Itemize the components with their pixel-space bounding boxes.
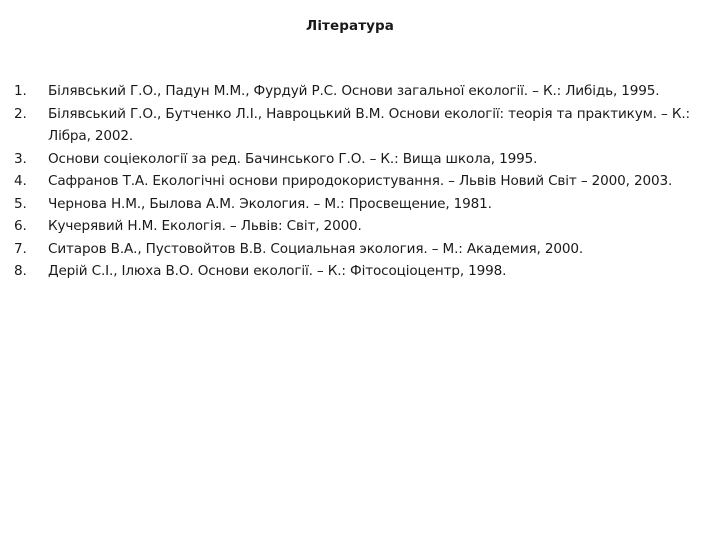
reference-text: Основи соціекології за ред. Бачинського Г.О. – К.: Вища школа, 1995. xyxy=(48,150,538,167)
reference-number: 1. xyxy=(14,83,27,99)
reference-text: Білявський Г.О., Бутченко Л.І., Навроцький В.М. Основи екології: теорія та практикум. – К.: Лібра, 2002. xyxy=(48,105,690,144)
reference-item xyxy=(14,170,714,193)
reference-item xyxy=(14,238,714,261)
reference-item xyxy=(14,260,714,283)
reference-text: Чернова Н.М., Былова А.М. Экология. – М.: Просвещение, 1981. xyxy=(48,195,492,212)
reference-number: 5. xyxy=(14,195,27,212)
reference-number: 8. xyxy=(14,263,27,279)
reference-number: 7. xyxy=(14,240,27,257)
reference-text: Ситаров В.А., Пустовойтов В.В. Социальная экология. – М.: Академия, 2000. xyxy=(48,240,584,257)
reference-number: 2. xyxy=(14,105,27,122)
reference-item xyxy=(14,193,714,216)
reference-item xyxy=(14,148,714,171)
reference-item xyxy=(14,103,714,148)
reference-text: Білявський Г.О., Падун М.М., Фурдуй Р.С. Основи загальної екології. – К.: Либідь, 1995. xyxy=(48,83,660,99)
reference-text: Сафранов Т.А. Екологічні основи природокористування. – Львів Новий Світ – 2000, 2003. xyxy=(48,173,673,189)
reference-text: Кучерявий Н.М. Екологія. – Львів: Світ, 2000. xyxy=(48,218,362,234)
reference-number: 3. xyxy=(14,150,27,167)
reference-number: 6. xyxy=(14,218,27,234)
reference-list xyxy=(14,80,714,283)
reference-number: 4. xyxy=(14,173,27,189)
reference-text: Дерій С.І., Ілюха В.О. Основи екології. – К.: Фітосоціоцентр, 1998. xyxy=(48,263,507,279)
reference-item xyxy=(14,215,714,238)
reference-item xyxy=(14,80,714,103)
slide-title: Література xyxy=(306,18,394,34)
